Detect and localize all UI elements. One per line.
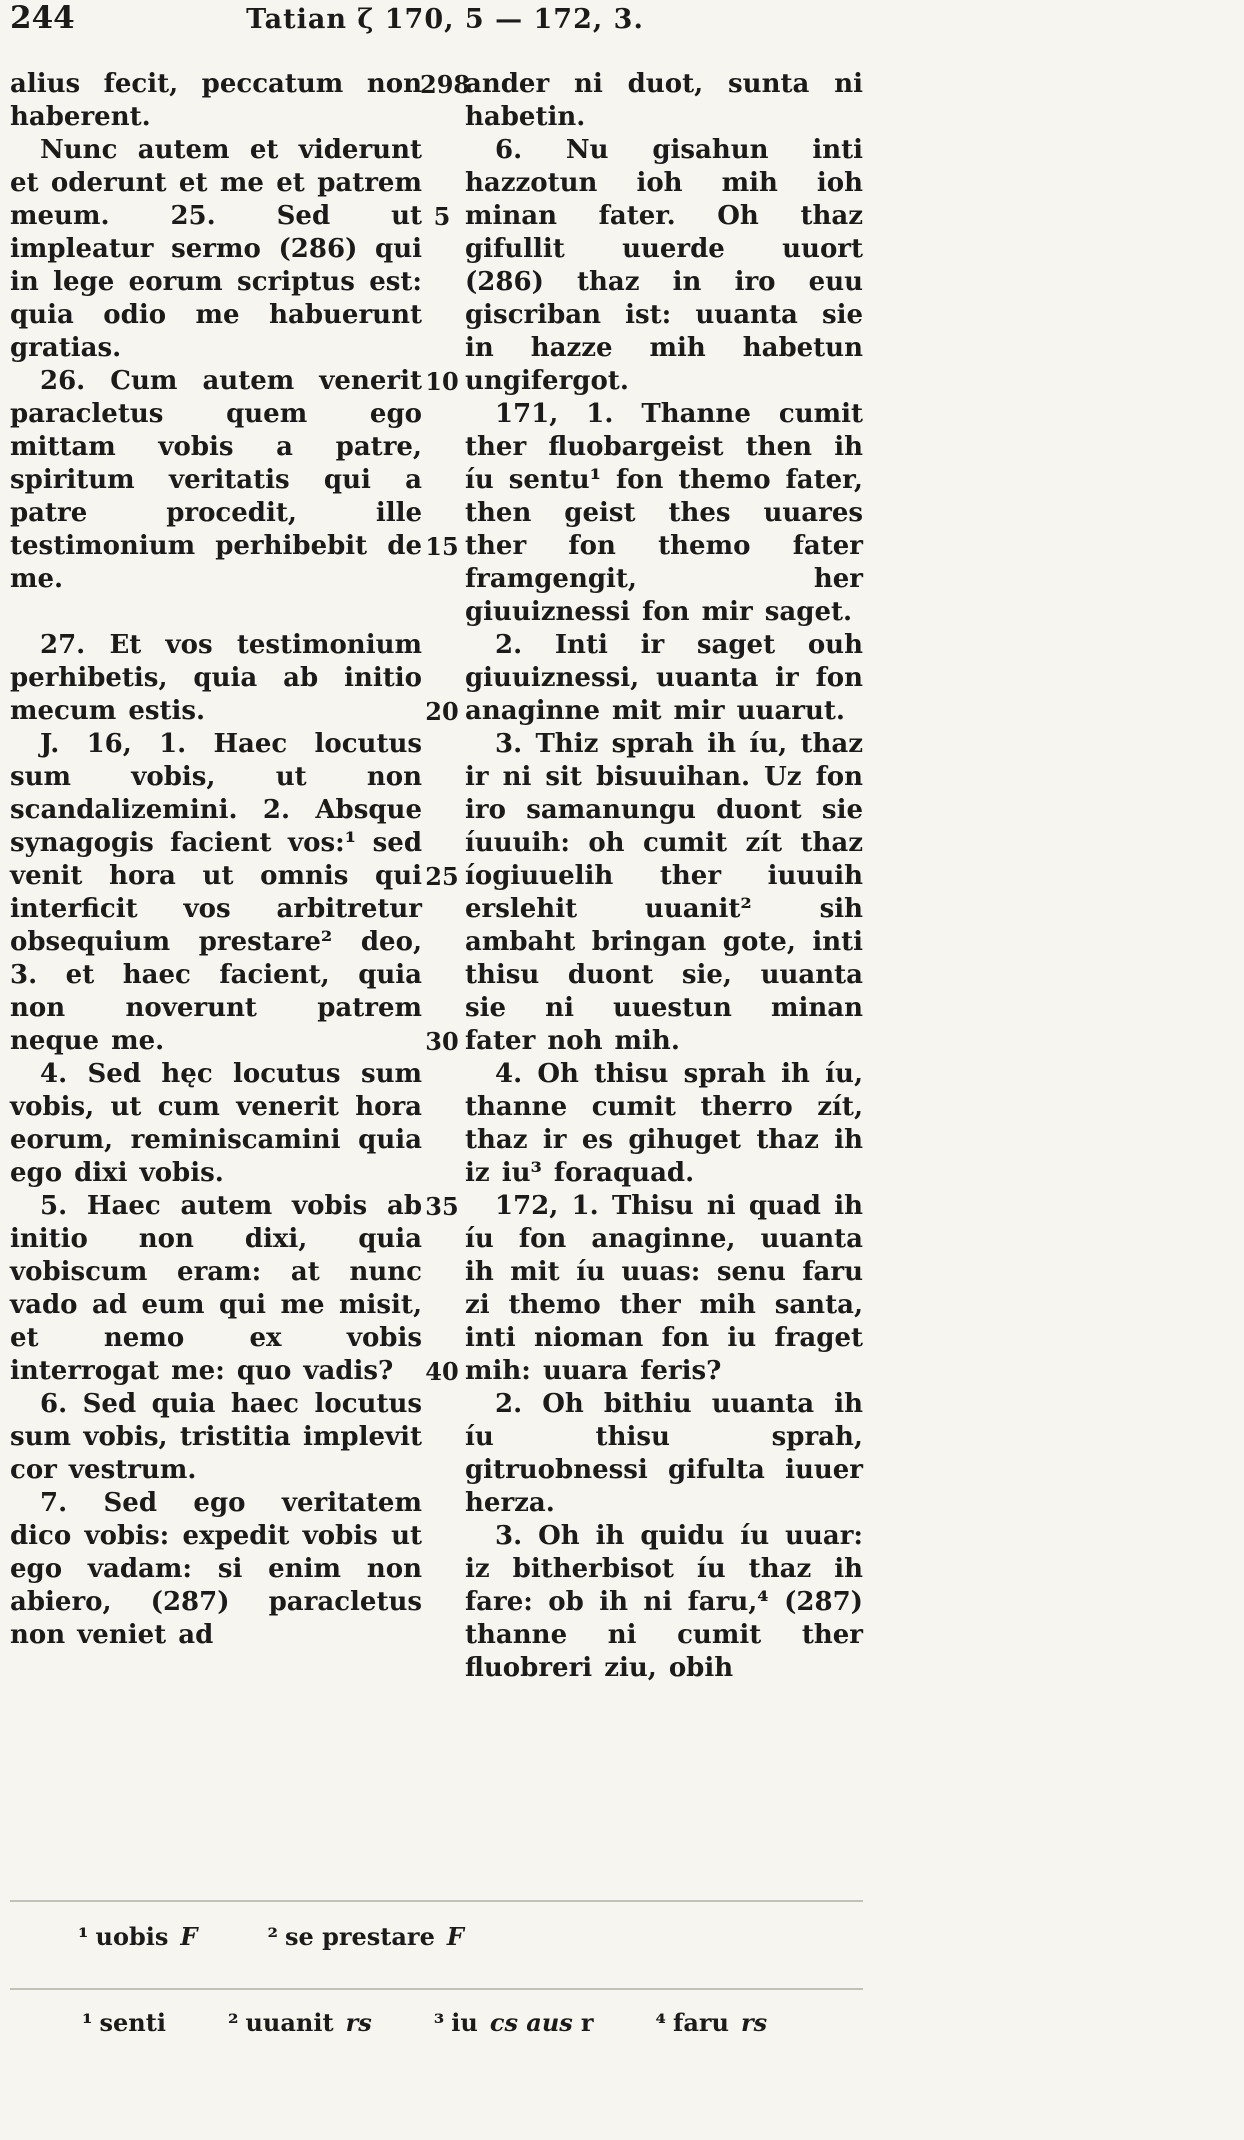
footnote xyxy=(82,2008,166,2037)
footnote-lemma: uobis xyxy=(95,1922,169,1951)
footnote-lemma: senti xyxy=(99,2008,166,2037)
latin-paragraph: J. 16, 1. Haec locutus sum vobis, ut non scandalizemini. 2. Absque synagogis facient vos:¹ sed venit hora ut omnis qui interficit vos arbitretur obsequium prestare² deo, 3. et haec facient, quia non noverunt patrem neque me. xyxy=(10,729,422,1056)
german-column xyxy=(465,68,863,1685)
gutter-line-number: 40 xyxy=(425,1357,459,1386)
footnote-lemma: uuanit xyxy=(245,2008,334,2037)
latin-paragraph: Nunc autem et viderunt et oderunt et me et patrem meum. 25. Sed ut impleatur sermo (286) qui in lege eorum scriptus est: quia odio me habuerunt gratias. xyxy=(10,135,422,363)
footnote-sigla: F xyxy=(180,1922,198,1951)
footnote xyxy=(655,2008,767,2037)
latin-paragraph: alius fecit, peccatum non haberent. xyxy=(10,69,422,132)
footnote-sigla: cs aus xyxy=(489,2008,573,2037)
latin-column xyxy=(10,68,422,1652)
footnote xyxy=(78,1922,197,1951)
footnote-lemma: iu xyxy=(451,2008,478,2037)
footnote-marker: ¹ xyxy=(78,1922,89,1951)
gutter-line-number: 10 xyxy=(425,367,459,396)
footnote xyxy=(228,2008,372,2037)
footnote-sigla: F xyxy=(446,1922,464,1951)
german-paragraph: ander ni duot, sunta ni habetin. xyxy=(465,69,863,132)
german-paragraph: 2. Oh bithiu uuanta ih íu thisu sprah, gitruobnessi gifulta iuuer herza. xyxy=(465,1389,863,1518)
footnote xyxy=(434,2008,594,2037)
footnote-tail: r xyxy=(580,2008,594,2037)
german-paragraph: 3. Thiz sprah ih íu, thaz ir ni sit bisuuihan. Uz fon iro samanungu duont sie íuuuih: oh cumit zít thaz íogiuuelih ther iuuuih erslehit uuanit² sih ambaht bringan gote, inti thisu duont sie, uuanta sie ni uuestun minan fater noh mih. xyxy=(465,729,863,1056)
footnote-marker: ¹ xyxy=(82,2008,93,2037)
gutter-line-number: 25 xyxy=(425,862,459,891)
german-paragraph: 3. Oh ih quidu íu uuar: iz bitherbisot íu thaz ih fare: ob ih ni faru,⁴ (287) thanne ni cumit ther fluobreri ziu, obih xyxy=(465,1521,863,1683)
latin-paragraph: 5. Haec autem vobis ab initio non dixi, quia vobiscum eram: at nunc vado ad eum qui me misit, et nemo ex vobis interrogat me: quo vadis? xyxy=(10,1191,422,1386)
footnote-marker: ² xyxy=(227,2008,239,2037)
gutter-line-number: 30 xyxy=(425,1027,459,1056)
german-paragraph: 6. Nu gisahun inti hazzotun ioh mih ioh minan fater. Oh thaz gifullit uuerde uuort (286) thaz in iro euu giscriban ist: uuanta sie in hazze mih habetun ungifergot. xyxy=(465,135,863,396)
german-apparatus xyxy=(82,2008,767,2037)
footnote-marker: ⁴ xyxy=(655,2008,666,2037)
footnote-lemma: faru xyxy=(673,2008,729,2037)
latin-paragraph: 27. Et vos testimonium perhibetis, quia ab initio mecum estis. xyxy=(10,630,422,726)
running-header: Tatian ζ 170, 5 — 172, 3. xyxy=(246,4,644,35)
footnote-sigla: rs xyxy=(740,2008,768,2037)
latin-paragraph: 6. Sed quia haec locutus sum vobis, tristitia implevit cor vestrum. xyxy=(10,1389,422,1485)
german-paragraph: 171, 1. Thanne cumit ther fluobargeist then ih íu sentu¹ fon themo fater, then geist thes uuares ther fon themo fater framgengit, her giuuiznessi fon mir saget. xyxy=(465,399,863,627)
footnote xyxy=(267,1922,463,1951)
gutter-line-number: 15 xyxy=(425,532,459,561)
german-paragraph: 2. Inti ir saget ouh giuuiznessi, uuanta ir fon anaginne mit mir uuarut. xyxy=(465,630,863,726)
latin-apparatus xyxy=(78,1922,464,1951)
footnote-marker: ³ xyxy=(433,2008,445,2037)
gutter-line-number: 5 xyxy=(433,202,451,231)
latin-paragraph: 4. Sed hęc locutus sum vobis, ut cum venerit hora eorum, reminiscamini quia ego dixi vobis. xyxy=(10,1059,422,1188)
german-apparatus-rule xyxy=(10,1988,863,1990)
footnote-sigla: rs xyxy=(345,2008,372,2037)
german-paragraph: 4. Oh thisu sprah ih íu, thanne cumit therro zít, thaz ir es gihuget thaz ih iz iu³ foraquad. xyxy=(465,1059,863,1188)
page-number: 244 xyxy=(10,0,75,36)
latin-paragraph: 26. Cum autem venerit paracletus quem ego mittam vobis a patre, spiritum veritatis qui a patre procedit, ille testimonium perhibebit de me. xyxy=(10,366,422,594)
footnote-lemma: se prestare xyxy=(284,1922,435,1951)
gutter-line-number: 20 xyxy=(425,697,459,726)
footnote-marker: ² xyxy=(267,1922,278,1951)
latin-apparatus-rule xyxy=(10,1900,863,1902)
latin-paragraph: 7. Sed ego veritatem dico vobis: expedit vobis ut ego vadam: si enim non abiero, (287) paracletus non veniet ad xyxy=(10,1488,422,1650)
gutter-line-number: 35 xyxy=(425,1192,459,1221)
gutter-page-ref: 298 xyxy=(420,70,471,99)
german-paragraph: 172, 1. Thisu ni quad ih íu fon anaginne, uuanta ih mit íu uuas: senu faru zi themo ther mih santa, inti nioman fon iu fraget mih: uuara feris? xyxy=(465,1191,863,1386)
